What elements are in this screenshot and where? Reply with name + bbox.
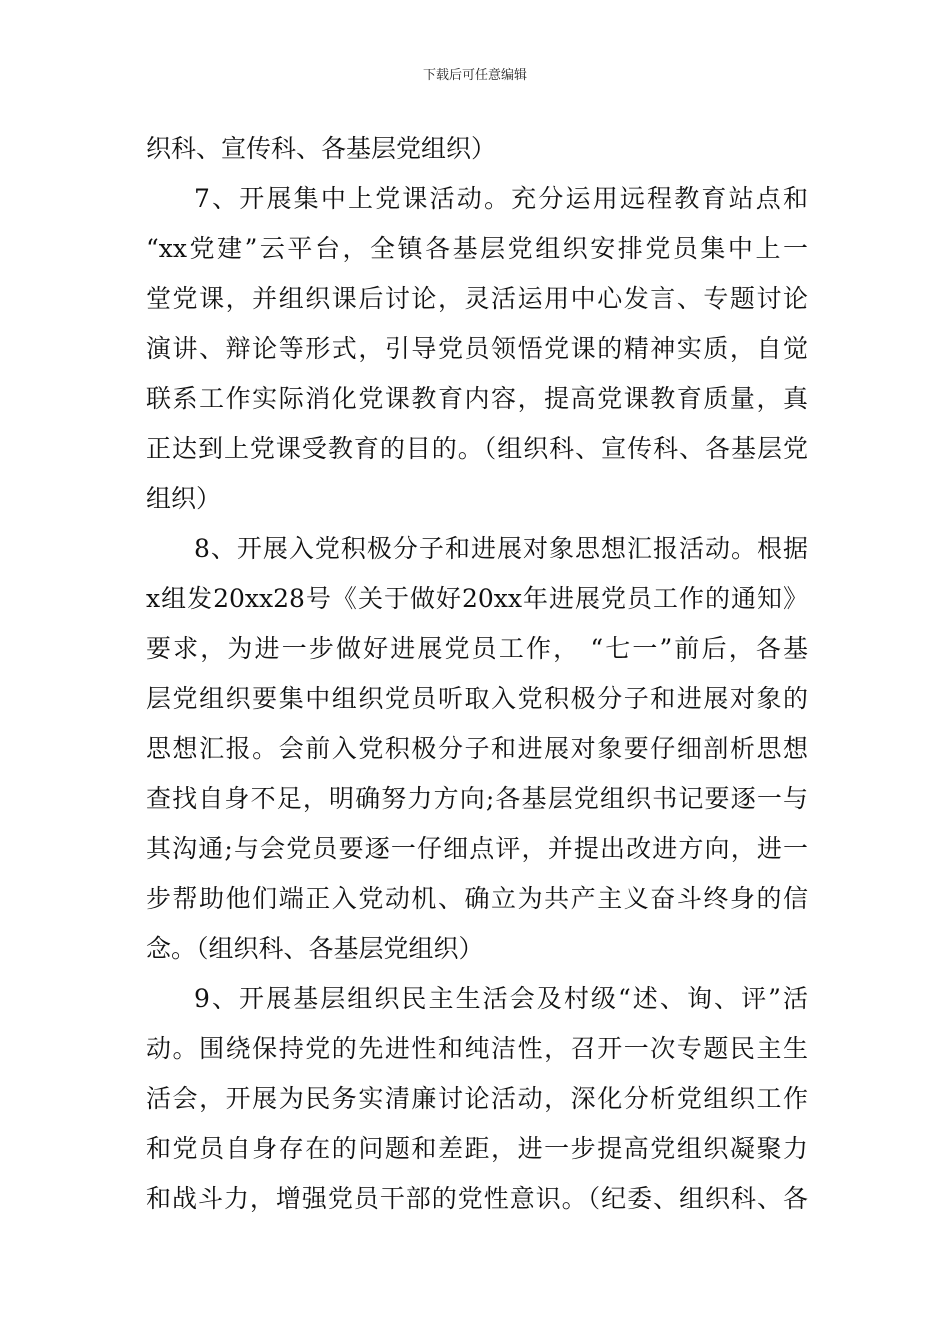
text-line: 正达到上党课受教育的目的。（组织科、宣传科、各基层党 [146,434,808,463]
text-line: x组发20xx28号《关于做好20xx年进展党员工作的通知》 [146,584,808,613]
text-line: 查找自身不足，明确努力方向;各基层党组织书记要逐一与 [146,784,808,813]
document-body [146,124,808,1224]
text-line: 织科、宣传科、各基层党组织） [146,134,497,163]
text-line: 和党员自身存在的问题和差距，进一步提高党组织凝聚力 [146,1134,808,1163]
text-line: 8、开展入党积极分子和进展对象思想汇报活动。根据 [194,534,808,563]
text-line: 活会，开展为民务实清廉讨论活动，深化分析党组织工作 [146,1084,808,1113]
text-line: 步帮助他们端正入党动机、确立为共产主义奋斗终身的信 [146,884,808,913]
text-line: 念。（组织科、各基层党组织） [146,934,484,963]
text-line: 组织） [146,484,222,513]
text-line: 动。围绕保持党的先进性和纯洁性，召开一次专题民主生 [146,1034,808,1063]
text-line: 9、开展基层组织民主生活会及村级“述、询、评”活 [194,984,808,1013]
text-line: 演讲、辩论等形式，引导党员领悟党课的精神实质，自觉 [146,334,808,363]
text-line: 要求，为进一步做好进展党员工作， “七一”前后，各基 [146,634,808,663]
page-header: 下载后可任意编辑 [422,68,527,83]
text-line: 层党组织要集中组织党员听取入党积极分子和进展对象的 [146,684,808,713]
text-line: 思想汇报。会前入党积极分子和进展对象要仔细剖析思想 [146,734,808,763]
text-line: 7、开展集中上党课活动。充分运用远程教育站点和 [194,184,808,213]
text-line: 其沟通;与会党员要逐一仔细点评，并提出改进方向，进一 [146,834,808,863]
text-line: 联系工作实际消化党课教育内容，提高党课教育质量，真 [146,384,808,413]
text-line: “xx党建”云平台，全镇各基层党组织安排党员集中上一 [146,234,808,263]
text-line: 堂党课，并组织课后讨论，灵活运用中心发言、专题讨论 [146,284,808,313]
text-line: 和战斗力，增强党员干部的党性意识。（纪委、组织科、各 [146,1184,808,1213]
